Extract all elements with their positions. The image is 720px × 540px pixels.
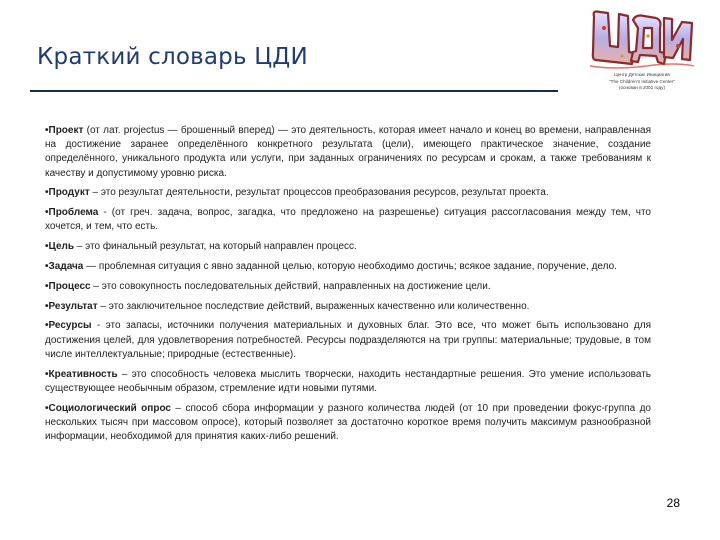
bullet: • bbox=[45, 241, 49, 253]
glossary-entry bbox=[45, 368, 651, 396]
glossary-definition: — проблемная ситуация с явно заданной целью, которую необходимо достичь; всякое задание, поручение, дело. bbox=[83, 261, 617, 272]
glossary-entry bbox=[45, 402, 651, 445]
cdi-logo-graphic bbox=[586, 6, 698, 72]
bullet: • bbox=[45, 261, 49, 272]
glossary-entry bbox=[45, 280, 651, 294]
logo-caption bbox=[586, 72, 698, 92]
glossary-entry bbox=[45, 124, 651, 181]
glossary-term: Ресурсы bbox=[48, 320, 92, 332]
glossary-definition: – это совокупность последовательных действий, направленных на достижение цели. bbox=[90, 280, 491, 292]
bullet: • bbox=[45, 402, 49, 414]
glossary-entry bbox=[45, 260, 651, 274]
page-number: 28 bbox=[666, 496, 680, 510]
glossary-term: Социологический опрос bbox=[48, 402, 171, 414]
glossary-list bbox=[45, 124, 651, 450]
glossary-term: Креативность bbox=[48, 368, 118, 380]
glossary-definition: – это способность человека мыслить творчески, находить нестандартные решения. Это умение использовать существующее необычным образом, стремление идти новыми путями. bbox=[45, 368, 651, 394]
glossary-definition: – это финальный результат, на который направлен процесс. bbox=[74, 241, 357, 253]
bullet: • bbox=[45, 207, 49, 219]
bullet: • bbox=[45, 368, 49, 380]
glossary-term: Результат bbox=[48, 300, 98, 312]
bullet: • bbox=[45, 300, 49, 312]
glossary-definition: - это запасы, источники получения материальных и духовных благ. Это все, что может быть использовано для достижения целей, для удовлетворения потребностей. Ресурсы подразделяются на три группы: материальные; трудовые, в том числе интеллектуальные; природные (естественные). bbox=[45, 320, 651, 360]
bullet: • bbox=[45, 320, 49, 332]
logo-caption-line: "The Children's Initiative Center" bbox=[609, 78, 675, 84]
title-divider bbox=[30, 90, 558, 92]
bullet: • bbox=[45, 187, 49, 199]
glossary-definition: (от лат. projectus — брошенный вперед) — это деятельность, которая имеет начало и конец во времени, направленная на достижение заранее определённого конкретного результата (цели), имеющего практическое значение, создание определённого, уникального продукта или услуги, при заданных ограничениях по ресурсам и срокам, а также требованиям к качеству и допустимому уровню риска. bbox=[45, 125, 651, 179]
glossary-term: Проблема bbox=[48, 207, 99, 219]
bullet: • bbox=[45, 280, 49, 292]
glossary-term: Цель bbox=[48, 241, 75, 253]
logo-caption-line: Центр Детских Инициатив bbox=[614, 72, 670, 77]
bullet: • bbox=[45, 125, 49, 136]
glossary-term: Продукт bbox=[48, 187, 90, 199]
glossary-entry bbox=[45, 186, 651, 200]
glossary-entry bbox=[45, 319, 651, 362]
glossary-definition: - (от греч. задача, вопрос, загадка, что предложено на разрешенье) ситуация рассогласования между тем, что хочется, и тем, что есть. bbox=[45, 207, 651, 233]
glossary-definition: – это заключительное последствие действий, выраженных качественно или количественно. bbox=[97, 300, 530, 312]
glossary-term: Процесс bbox=[48, 280, 91, 292]
glossary-entry bbox=[45, 300, 651, 314]
slide-title: Краткий словарь ЦДИ bbox=[37, 44, 308, 70]
glossary-entry bbox=[45, 240, 651, 254]
logo-caption-line: (основан в 2002 году) bbox=[619, 85, 665, 90]
glossary-definition: – способ сбора информации у разного количества людей (от 10 при проведении фокус-группа до нескольких тысяч при массовом опросе), который позволяет за достаточно короткое время получить максимум разнообразной информации, необходимой для принятия каких-либо решений. bbox=[45, 402, 651, 442]
glossary-entry bbox=[45, 206, 651, 234]
glossary-term: Задача bbox=[48, 261, 84, 272]
glossary-definition: – это результат деятельности, результат процессов преобразования ресурсов, результат проекта. bbox=[89, 187, 549, 199]
glossary-term: Проект bbox=[48, 125, 84, 136]
